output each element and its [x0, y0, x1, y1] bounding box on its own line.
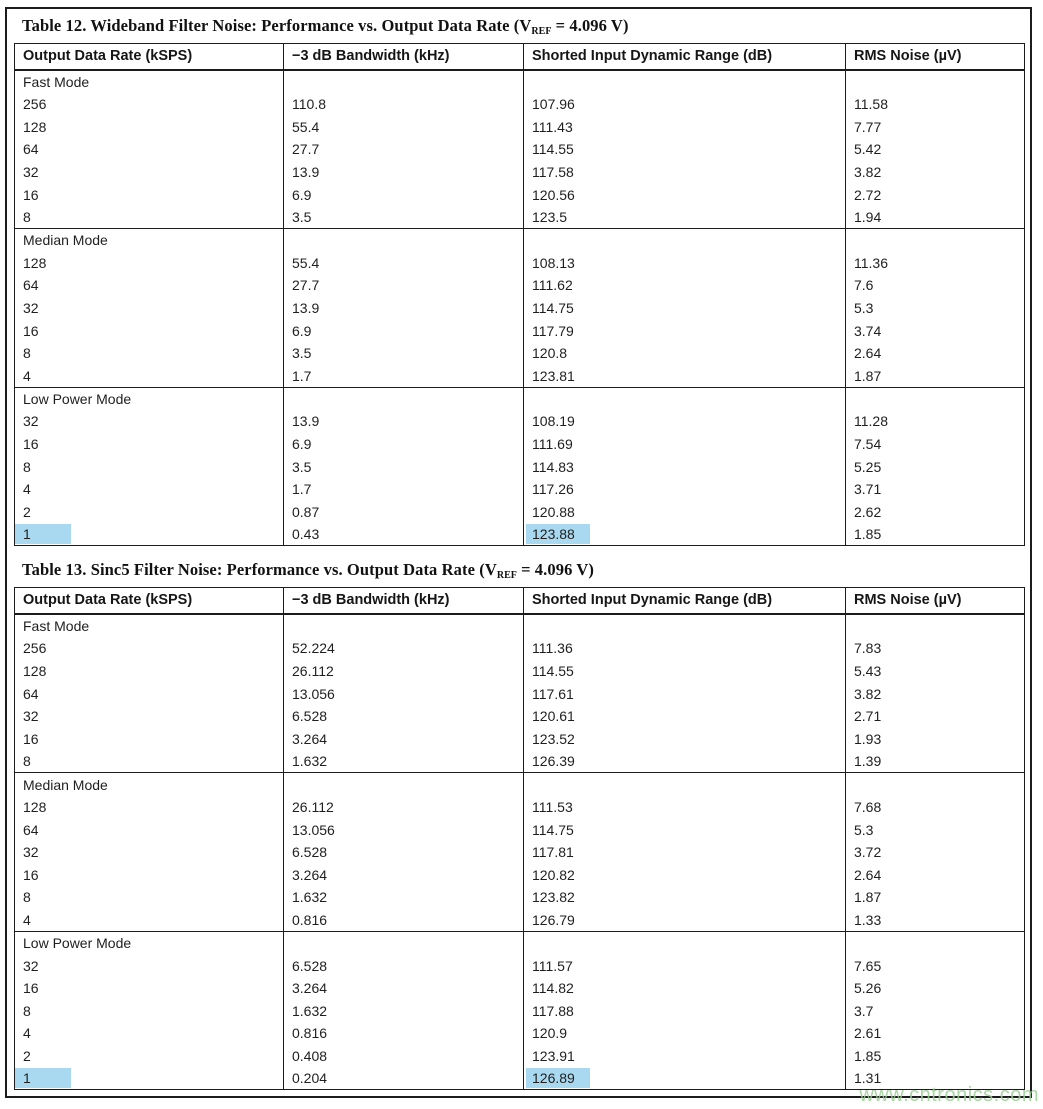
cell-output-data-rate: 32	[15, 841, 284, 864]
data-row	[15, 977, 1025, 1000]
cell-output-data-rate: 64	[15, 682, 284, 705]
cell-output-data-rate: 4	[15, 909, 284, 932]
cell-bandwidth: 13.056	[284, 818, 524, 841]
data-row	[15, 728, 1025, 751]
cell-rms-noise: 2.62	[846, 501, 1025, 524]
cell-bandwidth: 13.056	[284, 682, 524, 705]
cell-dynamic-range: 114.82	[524, 977, 846, 1000]
cell-dynamic-range: 108.13	[524, 252, 846, 275]
empty-cell	[284, 70, 524, 93]
data-row	[15, 501, 1025, 524]
cell-bandwidth: 6.528	[284, 954, 524, 977]
cell-rms-noise: 1.39	[846, 750, 1025, 773]
cell-output-data-rate: 4	[15, 365, 284, 388]
cell-output-data-rate: 8	[15, 1000, 284, 1023]
data-row	[15, 909, 1025, 932]
data-row	[15, 637, 1025, 660]
highlight: 126.89	[526, 1068, 590, 1088]
cell-rms-noise: 2.64	[846, 342, 1025, 365]
cell-bandwidth: 3.5	[284, 455, 524, 478]
empty-cell	[524, 229, 846, 252]
cell-output-data-rate: 8	[15, 455, 284, 478]
header-row	[15, 44, 1025, 71]
cell-dynamic-range: 123.91	[524, 1045, 846, 1068]
cell-dynamic-range: 111.62	[524, 274, 846, 297]
cell-output-data-rate: 128	[15, 660, 284, 683]
data-row	[15, 342, 1025, 365]
data-row	[15, 886, 1025, 909]
cell-dynamic-range: 117.79	[524, 319, 846, 342]
cell-dynamic-range: 114.75	[524, 818, 846, 841]
cell-rms-noise: 2.64	[846, 864, 1025, 887]
cell-dynamic-range: 120.61	[524, 705, 846, 728]
section-label: Low Power Mode	[15, 387, 284, 410]
vref-subscript: REF	[531, 26, 552, 37]
cell-bandwidth: 110.8	[284, 93, 524, 116]
cell-rms-noise: 1.33	[846, 909, 1025, 932]
cell-output-data-rate: 8	[15, 886, 284, 909]
empty-cell	[524, 931, 846, 954]
cell-output-data-rate: 64	[15, 138, 284, 161]
cell-output-data-rate: 2	[15, 501, 284, 524]
data-row	[15, 954, 1025, 977]
column-header: Output Data Rate (kSPS)	[15, 44, 284, 71]
data-row	[15, 433, 1025, 456]
cell-rms-noise: 3.82	[846, 682, 1025, 705]
data-row	[15, 274, 1025, 297]
cell-dynamic-range	[524, 523, 846, 546]
empty-cell	[524, 70, 846, 93]
empty-cell	[846, 70, 1025, 93]
cell-rms-noise: 5.3	[846, 297, 1025, 320]
cell-output-data-rate: 4	[15, 1022, 284, 1045]
cell-bandwidth: 27.7	[284, 138, 524, 161]
cell-bandwidth: 1.7	[284, 478, 524, 501]
data-row	[15, 523, 1025, 546]
cell-bandwidth: 13.9	[284, 297, 524, 320]
cell-rms-noise: 7.65	[846, 954, 1025, 977]
cell-dynamic-range: 126.79	[524, 909, 846, 932]
section-label: Fast Mode	[15, 70, 284, 93]
section-label-row	[15, 70, 1025, 93]
cell-output-data-rate: 32	[15, 705, 284, 728]
cell-rms-noise: 2.61	[846, 1022, 1025, 1045]
page-frame	[5, 7, 1032, 1098]
cell-output-data-rate: 8	[15, 342, 284, 365]
cell-output-data-rate: 8	[15, 750, 284, 773]
data-row	[15, 1000, 1025, 1023]
cell-output-data-rate: 16	[15, 864, 284, 887]
empty-cell	[846, 387, 1025, 410]
cell-bandwidth: 26.112	[284, 796, 524, 819]
cell-bandwidth: 6.9	[284, 433, 524, 456]
cell-bandwidth: 0.816	[284, 1022, 524, 1045]
cell-rms-noise: 3.74	[846, 319, 1025, 342]
empty-cell	[284, 387, 524, 410]
cell-output-data-rate: 32	[15, 954, 284, 977]
cell-rms-noise: 11.36	[846, 252, 1025, 275]
cell-dynamic-range: 126.39	[524, 750, 846, 773]
empty-cell	[846, 773, 1025, 796]
cell-rms-noise: 5.3	[846, 818, 1025, 841]
cell-dynamic-range: 111.69	[524, 433, 846, 456]
data-row	[15, 682, 1025, 705]
data-row	[15, 161, 1025, 184]
cell-dynamic-range: 117.61	[524, 682, 846, 705]
section-label-row	[15, 387, 1025, 410]
cell-bandwidth: 3.264	[284, 728, 524, 751]
noise-performance-table	[14, 43, 1025, 546]
data-row	[15, 297, 1025, 320]
cell-output-data-rate: 128	[15, 796, 284, 819]
column-header: −3 dB Bandwidth (kHz)	[284, 44, 524, 71]
cell-output-data-rate: 16	[15, 433, 284, 456]
empty-cell	[846, 614, 1025, 637]
cell-dynamic-range	[524, 1067, 846, 1090]
data-row	[15, 138, 1025, 161]
cell-bandwidth: 52.224	[284, 637, 524, 660]
data-row	[15, 410, 1025, 433]
cell-dynamic-range: 123.5	[524, 206, 846, 229]
column-header: RMS Noise (µV)	[846, 588, 1025, 615]
cell-rms-noise: 1.93	[846, 728, 1025, 751]
cell-bandwidth: 0.408	[284, 1045, 524, 1068]
cell-output-data-rate: 64	[15, 818, 284, 841]
cell-bandwidth: 55.4	[284, 252, 524, 275]
cell-bandwidth: 1.7	[284, 365, 524, 388]
cell-output-data-rate: 16	[15, 728, 284, 751]
cell-output-data-rate	[15, 523, 284, 546]
cell-rms-noise: 11.28	[846, 410, 1025, 433]
cell-rms-noise: 3.7	[846, 1000, 1025, 1023]
cell-dynamic-range: 117.58	[524, 161, 846, 184]
data-row	[15, 206, 1025, 229]
cell-bandwidth: 3.5	[284, 342, 524, 365]
section-label-row	[15, 773, 1025, 796]
cell-dynamic-range: 120.8	[524, 342, 846, 365]
section-label: Median Mode	[15, 773, 284, 796]
cell-dynamic-range: 120.82	[524, 864, 846, 887]
column-header: −3 dB Bandwidth (kHz)	[284, 588, 524, 615]
cell-bandwidth: 0.87	[284, 501, 524, 524]
cell-rms-noise: 7.68	[846, 796, 1025, 819]
data-row	[15, 183, 1025, 206]
column-header: Shorted Input Dynamic Range (dB)	[524, 588, 846, 615]
cell-rms-noise: 3.71	[846, 478, 1025, 501]
section-label-row	[15, 229, 1025, 252]
empty-cell	[524, 387, 846, 410]
empty-cell	[524, 773, 846, 796]
cell-output-data-rate: 256	[15, 93, 284, 116]
cell-bandwidth: 0.43	[284, 523, 524, 546]
empty-cell	[284, 773, 524, 796]
table-title	[13, 9, 1024, 43]
cell-dynamic-range: 117.81	[524, 841, 846, 864]
data-row	[15, 818, 1025, 841]
cell-rms-noise: 1.94	[846, 206, 1025, 229]
cell-rms-noise: 3.82	[846, 161, 1025, 184]
cell-bandwidth: 26.112	[284, 660, 524, 683]
cell-dynamic-range: 111.53	[524, 796, 846, 819]
data-row	[15, 93, 1025, 116]
cell-dynamic-range: 111.57	[524, 954, 846, 977]
cell-dynamic-range: 123.52	[524, 728, 846, 751]
data-row	[15, 705, 1025, 728]
cell-rms-noise: 2.71	[846, 705, 1025, 728]
cell-dynamic-range: 107.96	[524, 93, 846, 116]
cell-bandwidth: 6.9	[284, 183, 524, 206]
highlight: 1	[15, 524, 72, 544]
cell-output-data-rate	[15, 1067, 284, 1090]
data-row	[15, 319, 1025, 342]
cell-rms-noise: 11.58	[846, 93, 1025, 116]
cell-dynamic-range: 111.36	[524, 637, 846, 660]
empty-cell	[524, 614, 846, 637]
cell-bandwidth: 6.528	[284, 841, 524, 864]
column-header: Shorted Input Dynamic Range (dB)	[524, 44, 846, 71]
data-row	[15, 750, 1025, 773]
cell-dynamic-range: 120.9	[524, 1022, 846, 1045]
cell-bandwidth: 6.528	[284, 705, 524, 728]
cell-rms-noise: 5.25	[846, 455, 1025, 478]
cell-rms-noise: 7.83	[846, 637, 1025, 660]
cell-rms-noise: 7.77	[846, 116, 1025, 139]
data-row	[15, 455, 1025, 478]
cell-output-data-rate: 128	[15, 252, 284, 275]
cell-bandwidth: 3.5	[284, 206, 524, 229]
vref-subscript: REF	[496, 570, 517, 582]
data-row	[15, 116, 1025, 139]
cell-rms-noise: 1.87	[846, 365, 1025, 388]
cell-output-data-rate: 32	[15, 161, 284, 184]
data-row	[15, 1045, 1025, 1068]
cell-rms-noise: 1.31	[846, 1067, 1025, 1090]
cell-dynamic-range: 114.55	[524, 138, 846, 161]
column-header: RMS Noise (µV)	[846, 44, 1025, 71]
table-title-text: Table 12. Wideband Filter Noise: Performance vs. Output Data Rate (V	[22, 16, 532, 35]
cell-output-data-rate: 256	[15, 637, 284, 660]
cell-bandwidth: 1.632	[284, 750, 524, 773]
cell-rms-noise: 2.72	[846, 183, 1025, 206]
noise-performance-table	[14, 587, 1025, 1090]
cell-dynamic-range: 120.88	[524, 501, 846, 524]
cell-bandwidth: 27.7	[284, 274, 524, 297]
cell-bandwidth: 1.632	[284, 886, 524, 909]
empty-cell	[846, 229, 1025, 252]
section-label-row	[15, 931, 1025, 954]
cell-bandwidth: 13.9	[284, 161, 524, 184]
empty-cell	[284, 614, 524, 637]
header-row	[15, 588, 1025, 615]
empty-cell	[284, 931, 524, 954]
cell-output-data-rate: 2	[15, 1045, 284, 1068]
watermark: www.cntronics.com	[859, 1084, 1039, 1106]
column-header: Output Data Rate (kSPS)	[15, 588, 284, 615]
data-row	[15, 1022, 1025, 1045]
highlight: 1	[15, 1068, 72, 1088]
cell-dynamic-range: 117.88	[524, 1000, 846, 1023]
section-label-row	[15, 614, 1025, 637]
cell-output-data-rate: 16	[15, 183, 284, 206]
section-label: Fast Mode	[15, 614, 284, 637]
cell-rms-noise: 7.54	[846, 433, 1025, 456]
data-row	[15, 252, 1025, 275]
cell-output-data-rate: 16	[15, 977, 284, 1000]
data-row	[15, 841, 1025, 864]
cell-bandwidth: 3.264	[284, 977, 524, 1000]
table-title-text: Table 13. Sinc5 Filter Noise: Performance vs. Output Data Rate (V	[22, 560, 497, 580]
cell-dynamic-range: 123.82	[524, 886, 846, 909]
data-row	[15, 660, 1025, 683]
cell-bandwidth: 0.816	[284, 909, 524, 932]
empty-cell	[846, 931, 1025, 954]
cell-output-data-rate: 32	[15, 410, 284, 433]
cell-output-data-rate: 8	[15, 206, 284, 229]
cell-output-data-rate: 128	[15, 116, 284, 139]
cell-bandwidth: 1.632	[284, 1000, 524, 1023]
cell-rms-noise: 1.85	[846, 523, 1025, 546]
data-row	[15, 796, 1025, 819]
cell-output-data-rate: 16	[15, 319, 284, 342]
data-row	[15, 365, 1025, 388]
cell-dynamic-range: 117.26	[524, 478, 846, 501]
cell-dynamic-range: 114.75	[524, 297, 846, 320]
data-row	[15, 864, 1025, 887]
cell-rms-noise: 5.43	[846, 660, 1025, 683]
cell-rms-noise: 5.26	[846, 977, 1025, 1000]
cell-dynamic-range: 123.81	[524, 365, 846, 388]
cell-dynamic-range: 114.83	[524, 455, 846, 478]
cell-bandwidth: 6.9	[284, 319, 524, 342]
cell-bandwidth: 3.264	[284, 864, 524, 887]
cell-rms-noise: 5.42	[846, 138, 1025, 161]
cell-dynamic-range: 108.19	[524, 410, 846, 433]
cell-bandwidth: 13.9	[284, 410, 524, 433]
cell-rms-noise: 7.6	[846, 274, 1025, 297]
table-title-suffix: = 4.096 V)	[516, 560, 594, 580]
section-label: Low Power Mode	[15, 931, 284, 954]
table-title-suffix: = 4.096 V)	[551, 16, 629, 35]
cell-output-data-rate: 32	[15, 297, 284, 320]
cell-output-data-rate: 64	[15, 274, 284, 297]
table-title	[13, 546, 1024, 587]
highlight: 123.88	[526, 524, 590, 544]
empty-cell	[284, 229, 524, 252]
cell-output-data-rate: 4	[15, 478, 284, 501]
section-label: Median Mode	[15, 229, 284, 252]
cell-rms-noise: 1.87	[846, 886, 1025, 909]
cell-dynamic-range: 111.43	[524, 116, 846, 139]
data-row	[15, 478, 1025, 501]
cell-dynamic-range: 120.56	[524, 183, 846, 206]
cell-dynamic-range: 114.55	[524, 660, 846, 683]
cell-rms-noise: 3.72	[846, 841, 1025, 864]
cell-bandwidth: 0.204	[284, 1067, 524, 1090]
cell-bandwidth: 55.4	[284, 116, 524, 139]
cell-rms-noise: 1.85	[846, 1045, 1025, 1068]
